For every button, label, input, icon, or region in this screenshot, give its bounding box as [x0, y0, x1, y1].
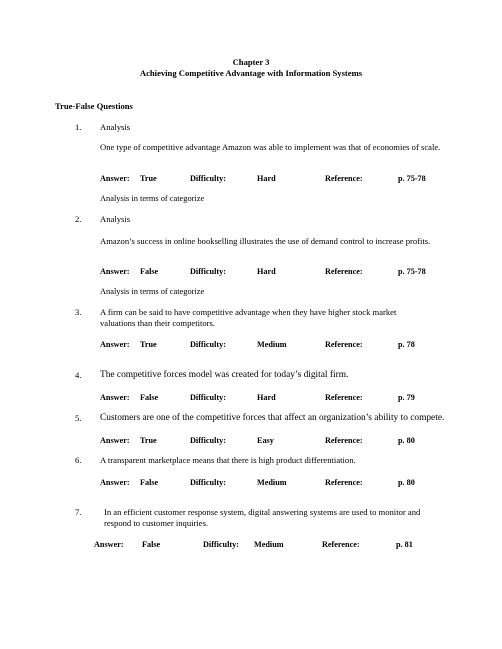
question-number: 7. — [75, 507, 82, 517]
difficulty-label: Difficulty: — [190, 393, 226, 402]
reference-label: Reference: — [322, 540, 360, 549]
question-text: Customers are one of the competitive forces that affect an organization’s ability to compete. — [100, 413, 445, 423]
chapter-title: Achieving Competitive Advantage with Information Systems — [139, 68, 363, 78]
answer-label: Answer: — [100, 267, 130, 276]
reference-value: p. 80 — [398, 436, 415, 445]
question-text: In an efficient customer response system, digital answering systems are used to monitor and respond to customer inquiries. — [104, 507, 421, 528]
reference-value: p. 75-78 — [398, 174, 426, 183]
difficulty-value: Hard — [257, 393, 276, 402]
reference-value: p. 79 — [398, 393, 415, 402]
difficulty-value: Easy — [257, 436, 274, 445]
question-number: 4. — [75, 370, 82, 380]
difficulty-value: Medium — [257, 340, 287, 349]
reference-value: p. 78 — [398, 340, 415, 349]
question-text: A firm can be said to have competitive advantage when they have higher stock market valuations than their competitors. — [100, 307, 397, 328]
difficulty-label: Difficulty: — [190, 478, 226, 487]
reference-label: Reference: — [325, 174, 363, 183]
difficulty-label: Difficulty: — [203, 540, 239, 549]
question-note: Analysis in terms of categorize — [100, 287, 205, 296]
difficulty-value: Hard — [257, 267, 276, 276]
answer-value: False — [140, 267, 159, 276]
question-topic: Analysis — [100, 122, 131, 132]
answer-label: Answer: — [100, 340, 130, 349]
question-text: Amazon’s success in online bookselling illustrates the use of demand control to increase profits. — [100, 236, 431, 246]
question-text: A transparent marketplace means that there is high product differentiation. — [100, 455, 356, 465]
question-note: Analysis in terms of categorize — [100, 194, 205, 203]
answer-label: Answer: — [100, 174, 130, 183]
reference-label: Reference: — [325, 267, 363, 276]
difficulty-value: Medium — [257, 478, 287, 487]
answer-label: Answer: — [100, 478, 130, 487]
reference-label: Reference: — [325, 340, 363, 349]
reference-label: Reference: — [325, 478, 363, 487]
answer-value: False — [140, 478, 159, 487]
question-number: 5. — [75, 413, 82, 423]
answer-label: Answer: — [94, 540, 124, 549]
reference-label: Reference: — [325, 436, 363, 445]
question-text: One type of competitive advantage Amazon was able to implement was that of economies of scale. — [100, 142, 441, 152]
difficulty-value: Medium — [254, 540, 284, 549]
section-title: True-False Questions — [55, 101, 133, 111]
difficulty-label: Difficulty: — [190, 340, 226, 349]
question-number: 6. — [75, 455, 82, 465]
answer-value: False — [142, 540, 161, 549]
reference-value: p. 81 — [396, 540, 413, 549]
question-text: The competitive forces model was created for today’s digital firm. — [100, 370, 349, 380]
reference-label: Reference: — [325, 393, 363, 402]
question-number: 1. — [75, 122, 82, 132]
reference-value: p. 75-78 — [398, 267, 426, 276]
question-topic: Analysis — [100, 214, 131, 224]
answer-value: False — [140, 393, 159, 402]
answer-value: True — [140, 436, 157, 445]
question-number: 2. — [75, 214, 82, 224]
reference-value: p. 80 — [398, 478, 415, 487]
answer-label: Answer: — [100, 436, 130, 445]
difficulty-label: Difficulty: — [190, 267, 226, 276]
chapter-heading: Chapter 3 — [232, 57, 270, 67]
difficulty-value: Hard — [257, 174, 276, 183]
difficulty-label: Difficulty: — [190, 174, 226, 183]
answer-value: True — [140, 340, 157, 349]
question-number: 3. — [75, 307, 82, 317]
answer-label: Answer: — [100, 393, 130, 402]
difficulty-label: Difficulty: — [190, 436, 226, 445]
answer-value: True — [140, 174, 157, 183]
